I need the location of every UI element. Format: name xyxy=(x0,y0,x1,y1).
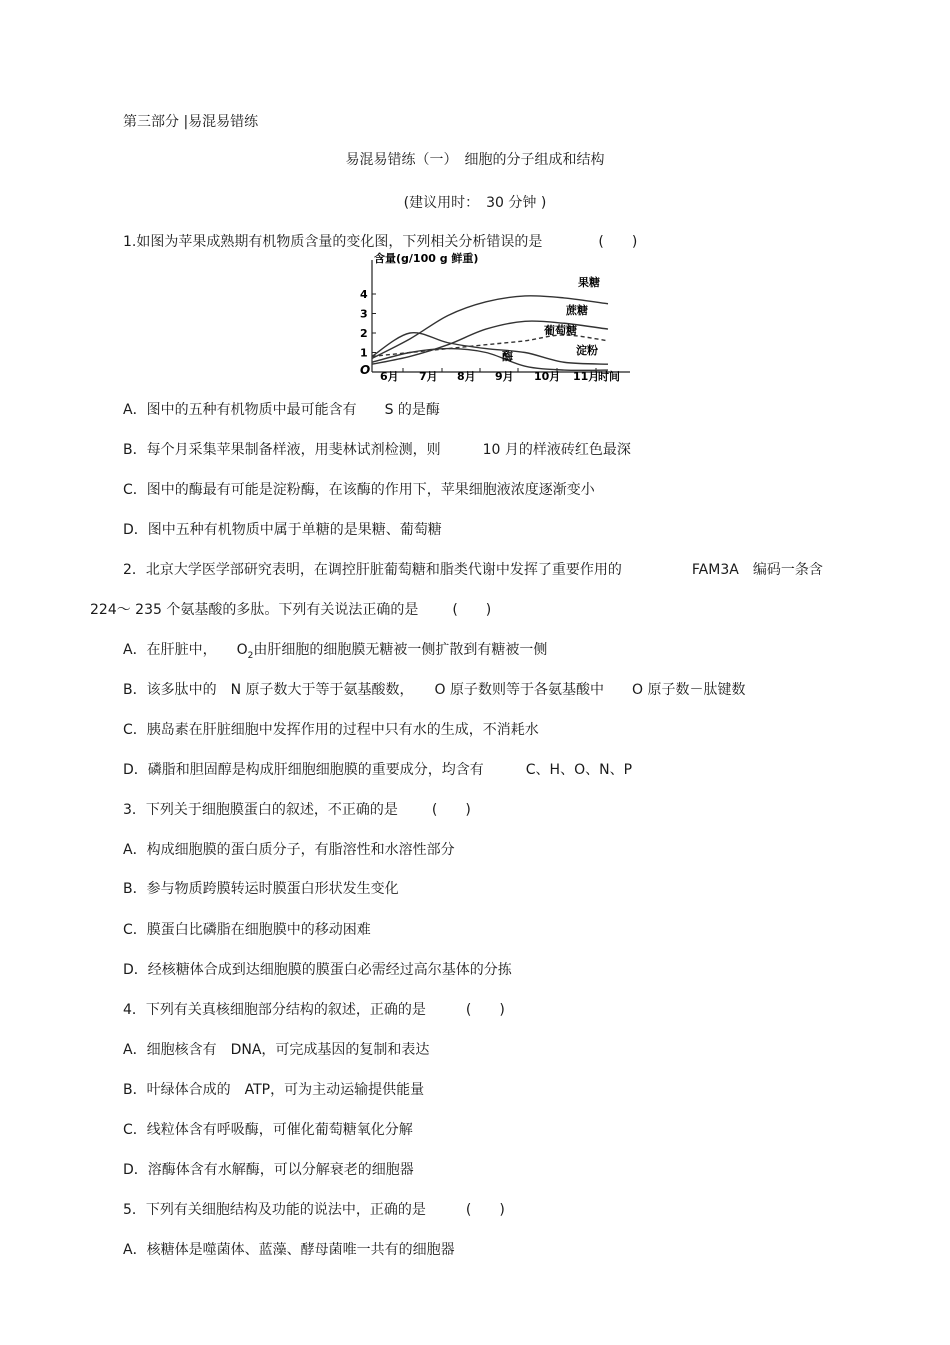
x-tick-label: 9月 xyxy=(495,370,514,383)
q5-option-a: A．核糖体是噬菌体、蓝藻、酵母菌唯一共有的细胞器 xyxy=(123,1242,455,1258)
y-tick-label: 4 xyxy=(360,288,368,301)
chart xyxy=(350,248,640,383)
question-3-paren: ( ) xyxy=(431,802,471,818)
series-label-3: 淀粉 xyxy=(576,344,598,357)
q1-option-d: D．图中五种有机物质中属于单糖的是果糖、葡萄糖 xyxy=(123,522,442,538)
q4-option-a: A．细胞核含有 DNA，可完成基因的复制和表达 xyxy=(123,1042,430,1058)
question-5-paren: ( ) xyxy=(465,1202,505,1218)
q4-option-c: C．线粒体含有呼吸酶，可催化葡萄糖氧化分解 xyxy=(123,1122,413,1138)
page-title: 易混易错练（一） 细胞的分子组成和结构 xyxy=(345,152,605,168)
y-tick-label: 1 xyxy=(360,346,368,360)
question-4-stem xyxy=(123,1000,505,1020)
question-3-text: 3．下列关于细胞膜蛋白的叙述，不正确的是 xyxy=(123,802,398,818)
origin-label: O xyxy=(360,363,371,377)
q3-option-d: D．经核糖体合成到达细胞膜的膜蛋白必需经过高尔基体的分拣 xyxy=(123,962,512,978)
question-2-text-3: 224～ 235 个氨基酸的多肽。下列有关说法正确的是 xyxy=(90,602,419,618)
x-tick-label: 6月 xyxy=(380,370,399,383)
y-tick-label: 2 xyxy=(360,327,368,340)
series-line-4 xyxy=(372,349,608,371)
x-tick-label: 8月 xyxy=(457,370,476,383)
question-1-text: 1.如图为苹果成熟期有机物质含量的变化图，下列相关分析错误的是 xyxy=(123,234,543,250)
question-2-text-2: FAM3A 编码一条含 xyxy=(691,562,823,578)
series-label-1: 蔗糖 xyxy=(566,304,588,317)
q2-option-b: B．该多肽中的 N 原子数大于等于氨基酸数， O 原子数则等于各氨基酸中 O 原子数－肽键数 xyxy=(123,682,746,698)
q3-option-a: A．构成细胞膜的蛋白质分子，有脂溶性和水溶性部分 xyxy=(123,842,455,858)
question-5-text: 5．下列有关细胞结构及功能的说法中，正确的是 xyxy=(123,1202,426,1218)
q2-option-a-post: 由肝细胞的细胞膜无糖被一侧扩散到有糖被一侧 xyxy=(253,642,548,658)
question-2-stem-line2 xyxy=(90,600,491,620)
series-label-0: 果糖 xyxy=(578,276,600,289)
question-2-text-1: 2．北京大学医学部研究表明，在调控肝脏葡萄糖和脂类代谢中发挥了重要作用的 xyxy=(123,562,622,578)
question-2-stem xyxy=(123,560,823,580)
x-axis-label: 时间 xyxy=(598,370,620,383)
q2-option-c: C．胰岛素在肝脏细胞中发挥作用的过程中只有水的生成，不消耗水 xyxy=(123,722,539,738)
q1-option-c: C．图中的酶最有可能是淀粉酶，在该酶的作用下，苹果细胞液浓度逐渐变小 xyxy=(123,482,595,498)
question-4-text: 4．下列有关真核细胞部分结构的叙述，正确的是 xyxy=(123,1002,426,1018)
q4-option-d: D．溶酶体含有水解酶，可以分解衰老的细胞器 xyxy=(123,1162,414,1178)
q4-option-b: B．叶绿体合成的 ATP，可为主动运输提供能量 xyxy=(123,1082,425,1098)
q2-option-d: D．磷脂和胆固醇是构成肝细胞细胞膜的重要成分，均含有 C、H、O、N、P xyxy=(123,762,633,778)
x-tick-label: 10月 xyxy=(534,370,561,383)
question-5-stem xyxy=(123,1200,505,1220)
series-labels xyxy=(502,275,600,363)
section-heading: 第三部分 |易混易错练 xyxy=(123,114,259,130)
x-tick-label: 7月 xyxy=(419,370,438,383)
q1-option-b: B．每个月采集苹果制备样液，用斐林试剂检测，则 10 月的样液砖红色最深 xyxy=(123,442,631,458)
y-tick-label: 3 xyxy=(360,307,368,321)
question-3-stem xyxy=(123,800,471,820)
question-1-paren: ( ) xyxy=(598,234,638,250)
q3-option-c: C．膜蛋白比磷脂在细胞膜中的移动困难 xyxy=(123,922,371,938)
y-ticks xyxy=(360,288,376,360)
suggested-time: (建议用时： 30 分钟 ) xyxy=(403,195,547,211)
x-tick-label: 11月 xyxy=(573,370,600,383)
series-line-3 xyxy=(372,333,608,365)
series-label-4: 酶 xyxy=(502,350,513,363)
question-2-paren: ( ) xyxy=(452,602,492,618)
q2-option-a-o2: O xyxy=(236,642,248,658)
q2-option-a xyxy=(123,640,547,666)
series-label-2: 葡萄糖 xyxy=(544,324,577,337)
question-4-paren: ( ) xyxy=(465,1002,505,1018)
q2-option-a-sub: 2 xyxy=(247,650,254,661)
q1-option-a: A．图中的五种有机物质中最可能含有 S 的是酶 xyxy=(123,402,440,418)
y-axis-label: 含量(g/100 g 鲜重) xyxy=(374,252,479,265)
q2-option-a-pre: A．在肝脏中， xyxy=(123,642,217,658)
q3-option-b: B．参与物质跨膜转运时膜蛋白形状发生变化 xyxy=(123,881,399,897)
